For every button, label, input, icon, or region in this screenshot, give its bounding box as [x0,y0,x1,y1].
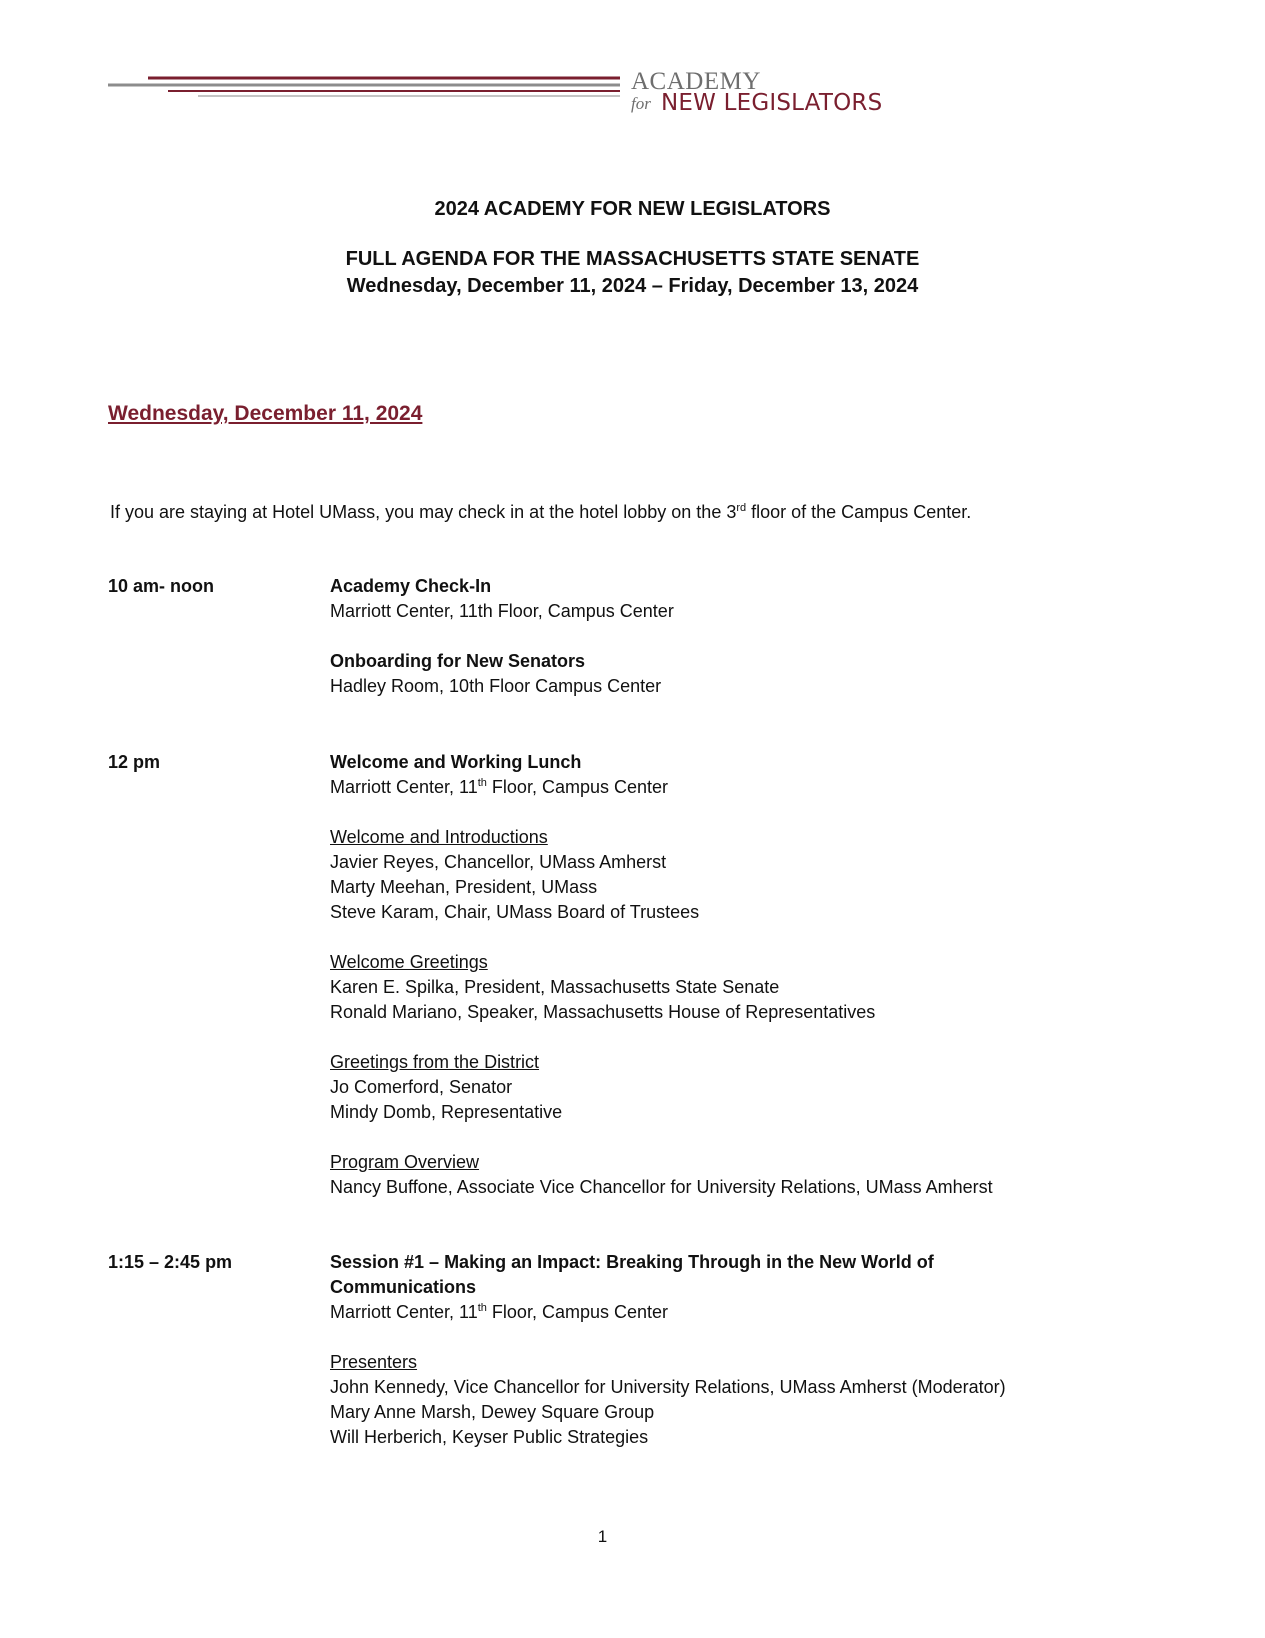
page-number: 1 [597,1527,608,1546]
program-overview-heading: Program Overview [330,1152,480,1172]
presenter: Will Herberich, Keyser Public Strategies [330,1427,649,1447]
academy-logo [108,66,908,126]
checkin-location: Marriott Center, 11th Floor, Campus Center [330,601,674,621]
agenda-time-session1: 1:15 – 2:45 pm [108,1252,233,1272]
document-title: 2024 ACADEMY FOR NEW LEGISLATORS [434,198,831,220]
agenda-time-checkin: 10 am- noon [108,576,215,596]
greetings-speaker: Ronald Mariano, Speaker, Massachusetts House of Representatives [330,1002,876,1022]
logo-academy-text: ACADEMY [631,68,761,95]
district-speaker: Mindy Domb, Representative [330,1102,563,1122]
logo-for-text: for [631,94,651,113]
logo-new-legislators-text: NEW LEGISLATORS [661,90,883,116]
session1-location: Marriott Center, 11th Floor, Campus Center [330,1302,668,1322]
session1-title-line2: Communications [330,1277,477,1297]
presenters-heading: Presenters [330,1352,418,1372]
agenda-time-lunch: 12 pm [108,752,161,772]
district-speaker: Jo Comerford, Senator [330,1077,513,1097]
hotel-checkin-note: If you are staying at Hotel UMass, you may check in at the hotel lobby on the 3rd floor of the Campus Center. [110,502,972,522]
welcome-speaker: Steve Karam, Chair, UMass Board of Trustees [330,902,700,922]
district-greetings-heading: Greetings from the District [330,1052,540,1072]
greetings-speaker: Karen E. Spilka, President, Massachusetts State Senate [330,977,780,997]
document-date-range: Wednesday, December 11, 2024 – Friday, December 13, 2024 [346,275,919,297]
welcome-speaker: Javier Reyes, Chancellor, UMass Amherst [330,852,667,872]
onboarding-location: Hadley Room, 10th Floor Campus Center [330,676,662,696]
presenter: Mary Anne Marsh, Dewey Square Group [330,1402,655,1422]
lunch-title: Welcome and Working Lunch [330,752,582,772]
overview-speaker: Nancy Buffone, Associate Vice Chancellor for University Relations, UMass Amherst [330,1177,993,1197]
onboarding-title: Onboarding for New Senators [330,651,586,671]
checkin-title: Academy Check-In [330,576,492,596]
welcome-greetings-heading: Welcome Greetings [330,952,488,972]
logo-swoosh-lines [108,66,628,106]
welcome-speaker: Marty Meehan, President, UMass [330,877,598,897]
presenter: John Kennedy, Vice Chancellor for University Relations, UMass Amherst (Moderator) [330,1377,1006,1397]
welcome-intro-heading: Welcome and Introductions [330,827,548,847]
document-subtitle: FULL AGENDA FOR THE MASSACHUSETTS STATE SENATE [345,248,920,270]
lunch-location: Marriott Center, 11th Floor, Campus Center [330,777,668,797]
session1-title-line1: Session #1 – Making an Impact: Breaking Through in the New World of [330,1252,934,1272]
day-heading: Wednesday, December 11, 2024 [108,402,423,425]
